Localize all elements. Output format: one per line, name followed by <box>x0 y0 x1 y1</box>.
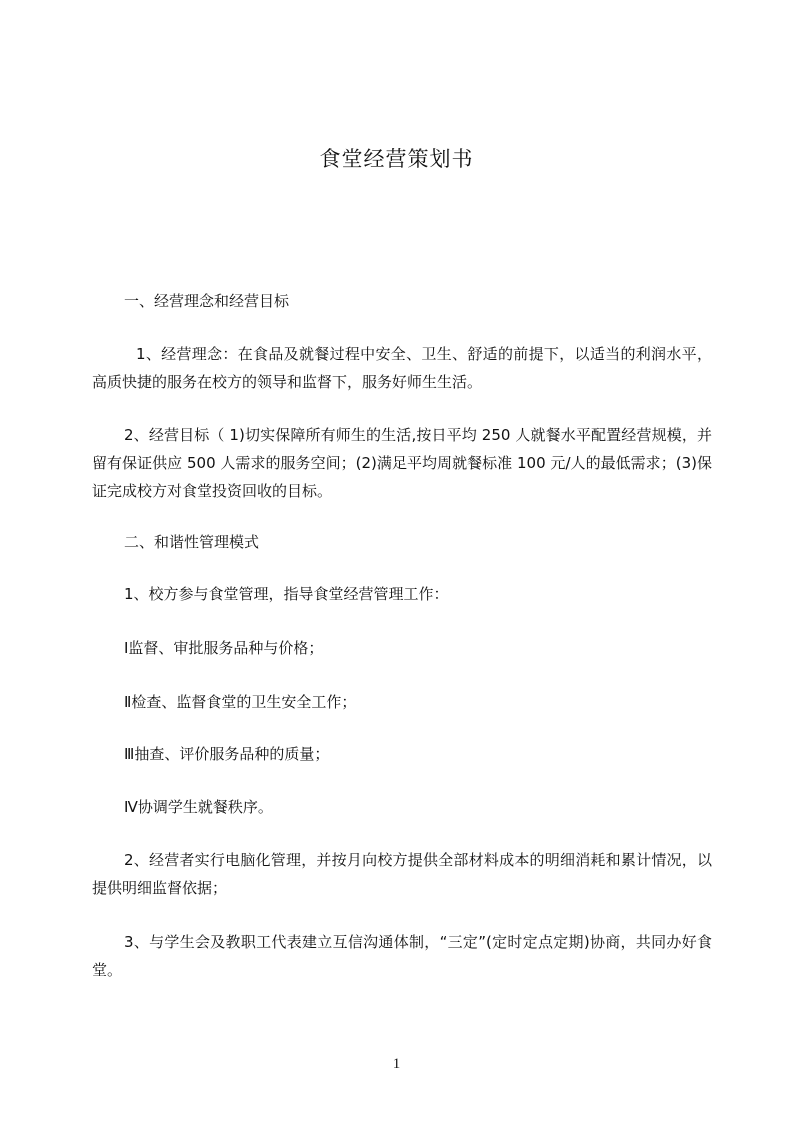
list-item-coordinate-order: Ⅳ协调学生就餐秩序。 <box>124 798 273 816</box>
list-item-inspect-hygiene: Ⅱ检查、监督食堂的卫生安全工作； <box>124 693 357 711</box>
document-title: 食堂经营策划书 <box>319 147 474 171</box>
paragraph-business-philosophy: 1、经营理念：在食品及就餐过程中安全、卫生、舒适的前提下，以适当的利润水平，高质快捷的服务在校方的领导和监督下，服务好师生生活。 <box>92 345 712 391</box>
paragraph-communication-mechanism: 3、与学生会及教职工代表建立互信沟通体制，“三定”(定时定点定期)协商，共同办好食堂。 <box>92 933 712 979</box>
paragraph-school-participation: 1、校方参与食堂管理，指导食堂经营管理工作： <box>124 585 449 603</box>
list-item-supervise-approve: Ⅰ监督、审批服务品种与价格； <box>124 639 324 657</box>
section-heading-1: 一、经营理念和经营目标 <box>124 292 290 310</box>
section-heading-2: 二、和谐性管理模式 <box>124 533 260 551</box>
list-item-spot-check-quality: Ⅲ抽查、评价服务品种的质量； <box>124 745 330 763</box>
page-number: 1 <box>392 1056 401 1072</box>
paragraph-computerized-management: 2、经营者实行电脑化管理，并按月向校方提供全部材料成本的明细消耗和累计情况，以提供明细监督依据； <box>92 851 712 897</box>
paragraph-business-goals: 2、经营目标（ 1)切实保障所有师生的生活,按日平均 250 人就餐水平配置经营规模，并留有保证供应 500 人需求的服务空间；(2)满足平均周就餐标准 100 元/人的最低需求；(3)保证完成校方对食堂投资回收的目标。 <box>92 426 712 500</box>
